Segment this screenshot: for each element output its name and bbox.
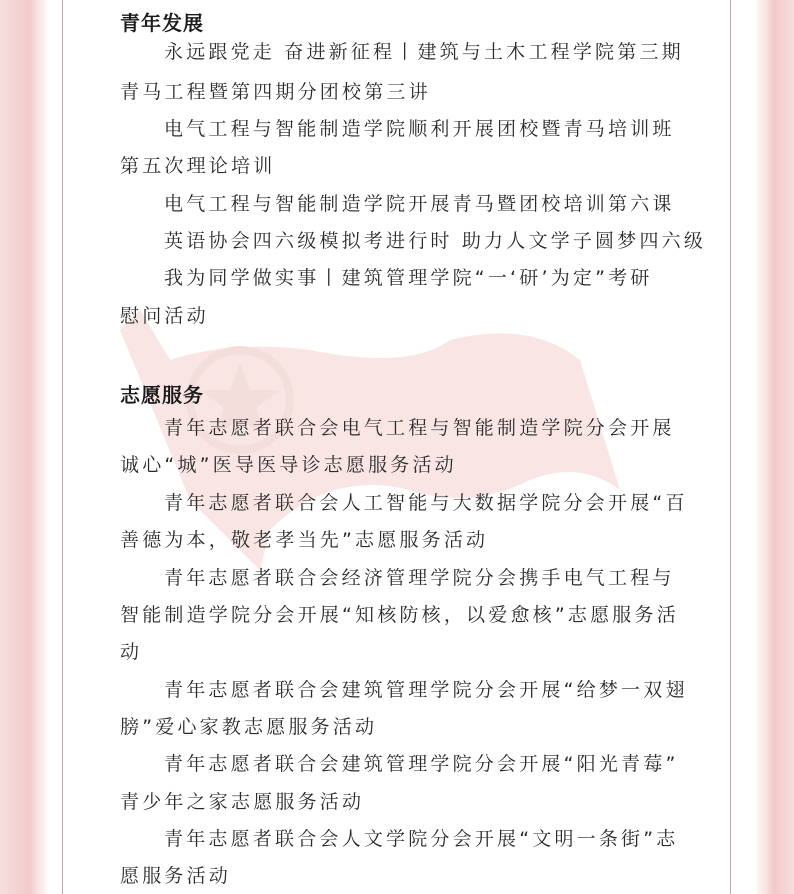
list-item-continuation[interactable]: 智能制造学院分会开展“知核防核，以爱愈核”志愿服务活 (120, 604, 679, 626)
list-item[interactable]: 青年志愿者联合会人工智能与大数据学院分会开展“百 (164, 492, 688, 514)
left-decorative-border (0, 0, 64, 894)
list-item[interactable]: 我为同学做实事丨建筑管理学院“一‘研’为定”考研 (164, 267, 653, 289)
list-item[interactable]: 电气工程与智能制造学院开展青马暨团校培训第六课 (164, 193, 675, 215)
section-title-volunteer-service: 志愿服务 (120, 383, 204, 407)
list-item-continuation[interactable]: 青少年之家志愿服务活动 (120, 791, 365, 813)
list-item[interactable]: 电气工程与智能制造学院顺利开展团校暨青马培训班 (164, 118, 675, 140)
list-item-continuation[interactable]: 愿服务活动 (120, 865, 232, 887)
list-item-continuation[interactable]: 诚心“城”医导医导诊志愿服务活动 (120, 454, 457, 476)
list-item-continuation[interactable]: 膀”爱心家教志愿服务活动 (120, 716, 378, 738)
flag-emblem-watermark (110, 300, 630, 600)
section-title-youth-development: 青年发展 (120, 11, 204, 35)
list-item-continuation[interactable]: 青马工程暨第四期分团校第三讲 (120, 81, 431, 103)
list-item[interactable]: 永远跟党走 奋进新征程丨建筑与土木工程学院第三期 (164, 41, 684, 63)
list-item[interactable]: 青年志愿者联合会经济管理学院分会携手电气工程与 (164, 567, 675, 589)
list-item-continuation[interactable]: 第五次理论培训 (120, 155, 276, 177)
list-item[interactable]: 青年志愿者联合会电气工程与智能制造学院分会开展 (164, 417, 675, 439)
list-item-continuation[interactable]: 动 (120, 641, 143, 663)
list-item[interactable]: 青年志愿者联合会建筑管理学院分会开展“阳光青莓” (164, 753, 679, 775)
list-item-continuation[interactable]: 慰问活动 (120, 305, 209, 327)
list-item-continuation[interactable]: 善德为本，敬老孝当先”志愿服务活动 (120, 529, 489, 551)
list-item[interactable]: 青年志愿者联合会建筑管理学院分会开展“给梦一双翅 (164, 679, 688, 701)
right-decorative-border (728, 0, 794, 894)
list-item[interactable]: 英语协会四六级模拟考进行时 助力人文学子圆梦四六级 (164, 230, 707, 252)
list-item[interactable]: 青年志愿者联合会人文学院分会开展“文明一条街”志 (164, 828, 679, 850)
